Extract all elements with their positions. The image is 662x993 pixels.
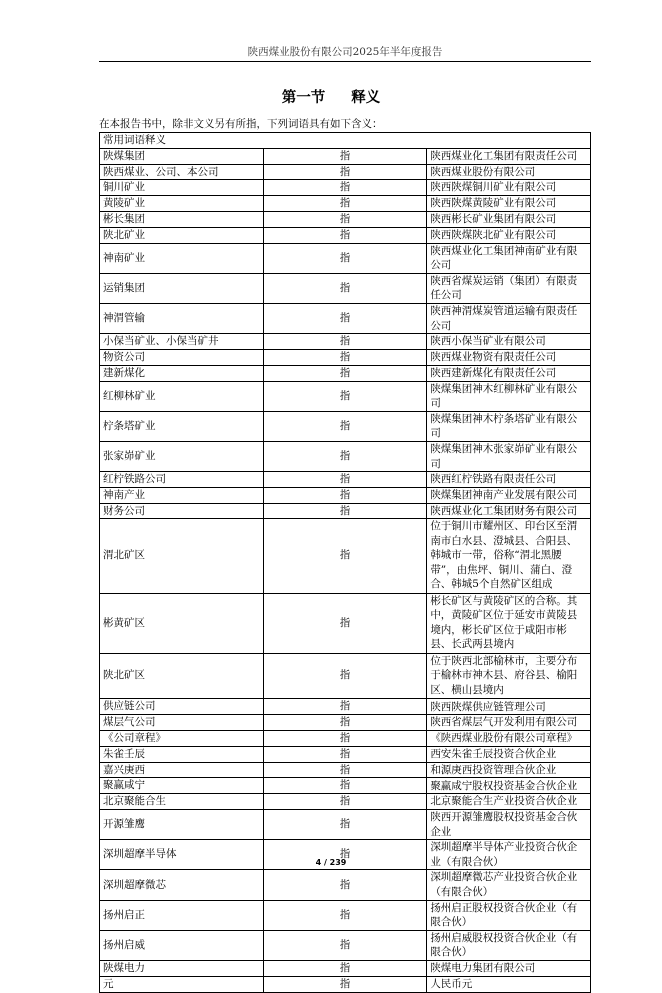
table-row (100, 778, 591, 794)
table-row (100, 164, 591, 180)
separator-cell: 指 (263, 148, 427, 164)
term-cell: 深圳超摩微芯 (100, 870, 264, 900)
separator-cell: 指 (263, 487, 427, 503)
term-cell: 深圳超摩半导体 (100, 840, 264, 870)
definition-cell: 陕煤电力集团有限公司 (427, 961, 591, 977)
separator-cell: 指 (263, 794, 427, 810)
table-row (100, 519, 591, 594)
term-cell: 扬州启威 (100, 930, 264, 960)
term-cell: 彬长集团 (100, 211, 264, 227)
definition-cell: 陕西陕煤铜川矿业有限公司 (427, 180, 591, 196)
intro-text: 在本报告书中，除非文义另有所指，下列词语具有如下含义： (99, 118, 383, 130)
definition-cell: 人民币元 (427, 976, 591, 992)
table-row (100, 487, 591, 503)
definition-cell: 陕西煤业物资有限责任公司 (427, 349, 591, 365)
separator-cell: 指 (263, 303, 427, 333)
separator-cell: 指 (263, 810, 427, 840)
table-row (100, 303, 591, 333)
term-cell: 黄陵矿业 (100, 196, 264, 212)
definition-cell: 北京聚能合生产业投资合伙企业 (427, 794, 591, 810)
separator-cell: 指 (263, 870, 427, 900)
separator-cell: 指 (263, 778, 427, 794)
term-cell: 渭北矿区 (100, 519, 264, 594)
table-row (100, 810, 591, 840)
term-cell: 嘉兴庚西 (100, 762, 264, 778)
separator-cell: 指 (263, 593, 427, 653)
definition-cell: 陕煤集团神南产业发展有限公司 (427, 487, 591, 503)
table-row (100, 976, 591, 992)
definition-cell: 扬州启正股权投资合伙企业（有限合伙） (427, 900, 591, 930)
term-cell: 聚赢咸宁 (100, 778, 264, 794)
term-cell: 神南矿业 (100, 243, 264, 273)
term-cell: 北京聚能合生 (100, 794, 264, 810)
separator-cell: 指 (263, 211, 427, 227)
page-header: 陕西煤业股份有限公司2025年半年度报告 (99, 44, 591, 62)
separator-cell: 指 (263, 411, 427, 441)
table-header-cell: 常用词语释义 (100, 133, 591, 149)
term-cell: 财务公司 (100, 503, 264, 519)
definition-cell: 陕西省煤层气开发利用有限公司 (427, 715, 591, 731)
table-row (100, 227, 591, 243)
table-row (100, 148, 591, 164)
definition-cell: 陕西红柠铁路有限责任公司 (427, 472, 591, 488)
term-cell: 建新煤化 (100, 365, 264, 381)
term-cell: 开源雏鹰 (100, 810, 264, 840)
definition-cell: 陕西煤业化工集团财务有限公司 (427, 503, 591, 519)
separator-cell: 指 (263, 227, 427, 243)
table-row (100, 900, 591, 930)
separator-cell: 指 (263, 840, 427, 870)
definition-cell: 陕煤集团神木柠条塔矿业有限公司 (427, 411, 591, 441)
separator-cell: 指 (263, 930, 427, 960)
separator-cell: 指 (263, 273, 427, 303)
term-cell: 扬州启正 (100, 900, 264, 930)
definition-cell: 和源庚西投资管理合伙企业 (427, 762, 591, 778)
table-row (100, 930, 591, 960)
definition-cell: 扬州启威股权投资合伙企业（有限合伙） (427, 930, 591, 960)
term-cell: 物资公司 (100, 349, 264, 365)
separator-cell: 指 (263, 900, 427, 930)
separator-cell: 指 (263, 976, 427, 992)
term-cell: 煤层气公司 (100, 715, 264, 731)
definition-cell: 陕西彬长矿业集团有限公司 (427, 211, 591, 227)
table-row (100, 180, 591, 196)
separator-cell: 指 (263, 653, 427, 699)
table-row (100, 653, 591, 699)
separator-cell: 指 (263, 349, 427, 365)
separator-cell: 指 (263, 519, 427, 594)
term-cell: 红柳林矿业 (100, 381, 264, 411)
page-number: 4 / 239 (315, 858, 347, 867)
separator-cell: 指 (263, 365, 427, 381)
term-cell: 彬黄矿区 (100, 593, 264, 653)
separator-cell: 指 (263, 472, 427, 488)
table-row (100, 211, 591, 227)
table-row (100, 472, 591, 488)
table-row (100, 349, 591, 365)
term-cell: 供应链公司 (100, 699, 264, 715)
section-title (0, 86, 662, 107)
definition-cell: 《陕西煤业股份有限公司章程》 (427, 731, 591, 747)
term-cell: 小保当矿业、小保当矿井 (100, 334, 264, 350)
definition-cell: 陕西小保当矿业有限公司 (427, 334, 591, 350)
table-row (100, 593, 591, 653)
table-row (100, 243, 591, 273)
section-number: 第一节 (281, 90, 326, 106)
section-name: 释义 (351, 90, 381, 106)
definition-cell: 陕煤集团神木张家峁矿业有限公司 (427, 441, 591, 471)
definition-cell: 位于陕西北部榆林市，主要分布于榆林市神木县、府谷县、榆阳区、横山县境内 (427, 653, 591, 699)
term-cell: 陕煤电力 (100, 961, 264, 977)
definition-cell: 陕煤集团神木红柳林矿业有限公司 (427, 381, 591, 411)
table-row (100, 794, 591, 810)
term-cell: 陕北矿业 (100, 227, 264, 243)
table-row (100, 196, 591, 212)
term-cell: 《公司章程》 (100, 731, 264, 747)
term-cell: 陕西煤业、公司、本公司 (100, 164, 264, 180)
separator-cell: 指 (263, 334, 427, 350)
table-row (100, 961, 591, 977)
separator-cell: 指 (263, 731, 427, 747)
table-row (100, 870, 591, 900)
term-cell: 张家峁矿业 (100, 441, 264, 471)
table-row (100, 746, 591, 762)
table-row (100, 273, 591, 303)
separator-cell: 指 (263, 164, 427, 180)
table-row (100, 334, 591, 350)
definition-cell: 深圳超摩微芯产业投资合伙企业（有限合伙） (427, 870, 591, 900)
definition-cell: 陕西煤业化工集团神南矿业有限公司 (427, 243, 591, 273)
term-cell: 陕北矿区 (100, 653, 264, 699)
separator-cell: 指 (263, 961, 427, 977)
definition-cell: 陕西煤业股份有限公司 (427, 164, 591, 180)
definition-cell: 陕西陕煤陕北矿业有限公司 (427, 227, 591, 243)
table-header-row (100, 133, 591, 149)
table-row (100, 503, 591, 519)
term-cell: 红柠铁路公司 (100, 472, 264, 488)
separator-cell: 指 (263, 503, 427, 519)
term-cell: 神渭管输 (100, 303, 264, 333)
definition-cell: 陕西陕煤黄陵矿业有限公司 (427, 196, 591, 212)
term-cell: 铜川矿业 (100, 180, 264, 196)
separator-cell: 指 (263, 746, 427, 762)
definition-cell: 聚赢咸宁股权投资基金合伙企业 (427, 778, 591, 794)
term-cell: 陕煤集团 (100, 148, 264, 164)
definition-cell: 陕西开源雏鹰股权投资基金合伙企业 (427, 810, 591, 840)
term-cell: 朱雀壬辰 (100, 746, 264, 762)
definition-cell: 彬长矿区与黄陵矿区的合称。其中，黄陵矿区位于延安市黄陵县境内，彬长矿区位于咸阳市彬县、长武两县境内 (427, 593, 591, 653)
definition-cell: 深圳超摩半导体产业投资合伙企业（有限合伙） (427, 840, 591, 870)
term-cell: 运销集团 (100, 273, 264, 303)
separator-cell: 指 (263, 441, 427, 471)
table-row (100, 441, 591, 471)
separator-cell: 指 (263, 180, 427, 196)
separator-cell: 指 (263, 699, 427, 715)
definition-cell: 陕西省煤炭运销（集团）有限责任公司 (427, 273, 591, 303)
table-row (100, 715, 591, 731)
separator-cell: 指 (263, 715, 427, 731)
table-row (100, 365, 591, 381)
definition-cell: 位于铜川市耀州区、印台区至渭南市白水县、澄城县、合阳县、韩城市一带，俗称“渭北黑腰带”，由焦坪、铜川、蒲白、澄合、韩城5个自然矿区组成 (427, 519, 591, 594)
separator-cell: 指 (263, 196, 427, 212)
definition-cell: 陕西陕煤供应链管理公司 (427, 699, 591, 715)
term-cell: 神南产业 (100, 487, 264, 503)
separator-cell: 指 (263, 243, 427, 273)
table-row (100, 699, 591, 715)
definition-cell: 陕西神渭煤炭管道运输有限责任公司 (427, 303, 591, 333)
separator-cell: 指 (263, 762, 427, 778)
table-row (100, 381, 591, 411)
separator-cell: 指 (263, 381, 427, 411)
term-cell: 元 (100, 976, 264, 992)
table-row (100, 411, 591, 441)
definition-cell: 陕西建新煤化有限责任公司 (427, 365, 591, 381)
term-cell: 柠条塔矿业 (100, 411, 264, 441)
table-row (100, 762, 591, 778)
table-row (100, 731, 591, 747)
definition-cell: 陕西煤业化工集团有限责任公司 (427, 148, 591, 164)
definition-cell: 西安朱雀壬辰投资合伙企业 (427, 746, 591, 762)
